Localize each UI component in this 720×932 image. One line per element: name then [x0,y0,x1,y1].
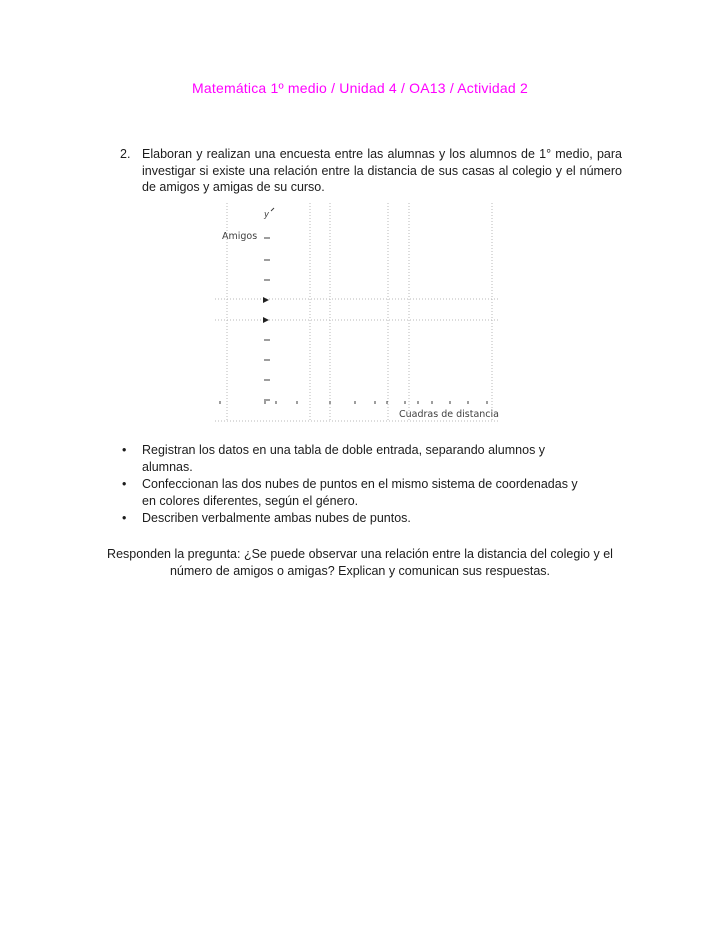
bullet-list [120,442,590,527]
scatter-plot-area [215,203,500,425]
y-axis-symbol: y [264,210,270,220]
activity-text: Elaboran y realizan una encuesta entre las alumnas y los alumnos de 1° medio, para investigar si existe una relación entre la distancia de sus casas al colegio y el número de amigos y amigas de su curso. [142,147,622,194]
bullet-item-point-clouds: • Confeccionan las dos nubes de puntos en el mismo sistema de coordenadas y en colores diferentes, según el género. [120,476,590,510]
page-title: Matemática 1º medio / Unidad 4 / OA13 / Actividad 2 [192,80,528,96]
axis-ticks [220,238,487,404]
bullet-item-describe: • Describen verbalmente ambas nubes de puntos. [120,510,590,527]
gridlines [215,203,498,422]
activity-number: 2. [120,147,131,161]
x-axis-label: Cuadras de distancia [399,409,499,420]
y-axis-arrow-icon [271,208,274,211]
y-axis-label: Amigos [222,231,258,242]
bullet-item-register-data: • Registran los datos en una tabla de doble entrada, separando alumnos y alumnas. [120,442,590,476]
activity-item [120,146,622,196]
coordinate-grid [215,203,500,425]
closing-paragraph: Responden la pregunta: ¿Se puede observar una relación entre la distancia del colegio y el número de amigos o amigas? Explican y comunican sus respuestas. [107,547,613,578]
